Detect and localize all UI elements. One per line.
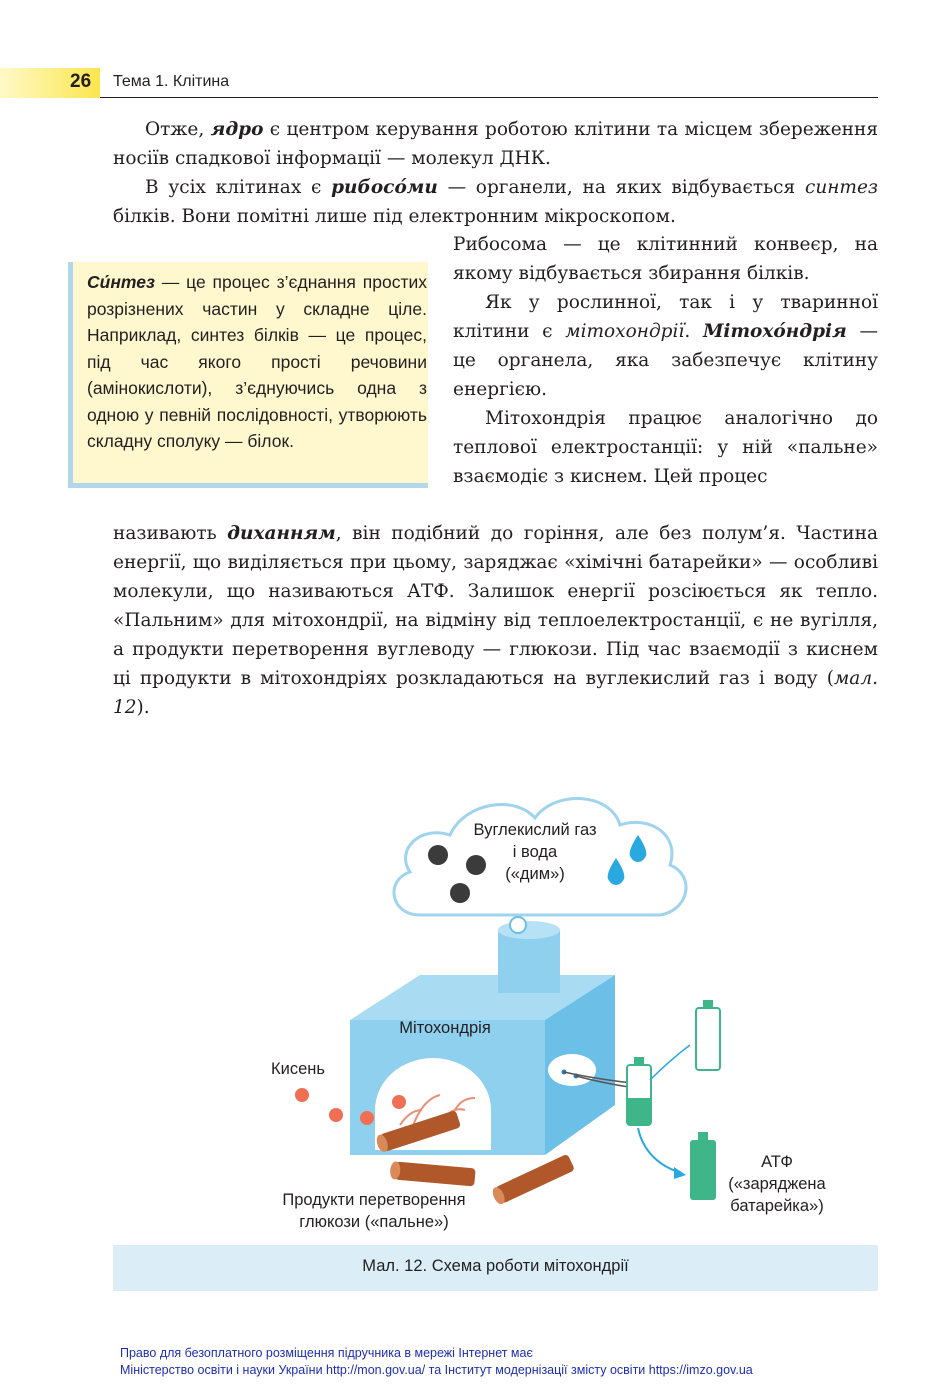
paragraph-ribosomes: В усіх клітинах є рибосо́ми — органели, на яких відбувається синтез білків. Вони помітні лише під електронним мікроскопом. — [113, 177, 878, 227]
label-fuel: Продукти перетворення глюкози («пальне») — [282, 1191, 466, 1231]
label-oxygen: Кисень — [271, 1060, 325, 1078]
footer-line-1: Право для безоплатного розміщення підручника в мережі Інтернет має — [120, 1346, 533, 1360]
header-divider — [100, 97, 878, 98]
oxygen-molecule — [329, 1108, 343, 1122]
footer-notice — [120, 1345, 753, 1379]
paragraph-nucleus: Отже, ядро є центром керування роботою клітини та місцем збереження носіїв спадкової інформації — молекул ДНК. — [113, 119, 878, 169]
paragraph-power-plant: Мітохондрія працює аналогічно до теплової електростанції: у ній «пальне» взаємодіє з киснем. Цей процес — [453, 408, 878, 487]
paragraph-mitochondria: Як у рослинної, так і у тваринної клітини є мітохондрії. Мітохо́ндрія — це органела, яка забезпечує клітину енергією. — [453, 292, 878, 400]
oxygen-molecule — [295, 1088, 309, 1102]
page-number: 26 — [70, 71, 92, 92]
body-text-column — [453, 230, 878, 491]
definition-box — [68, 262, 428, 488]
label-atp: АТФ («заряджена батарейка») — [728, 1153, 826, 1215]
fuel-log — [389, 1161, 475, 1186]
paragraph-ribosome-conveyor: Рибосома — це клітинний конвеєр, на якому відбувається збирання білків. — [453, 234, 878, 284]
running-header-title: Тема 1. Клітина — [113, 73, 230, 90]
body-text-top — [113, 115, 878, 231]
figure-reference: мал. 12 — [113, 668, 878, 718]
footer-line-2: Міністерство освіти і науки України http://mon.gov.ua/ та Інститут модернізації змісту освіти https://imzo.gov.ua — [120, 1363, 753, 1377]
figure-caption-bar — [113, 1245, 878, 1291]
charging-battery-icon — [627, 1057, 651, 1125]
term-ribosomes: рибосо́ми — [331, 177, 438, 198]
body-text-bottom — [113, 519, 878, 722]
term-mitochondrion: Мітохо́ндрія — [702, 321, 847, 342]
battery-flow-arrow — [638, 1128, 678, 1172]
gas-molecule — [450, 883, 470, 903]
label-smoke: Вуглекислий газ і вода («дим») — [473, 821, 597, 883]
term-nucleus: ядро — [210, 119, 264, 140]
paragraph-respiration: називають диханням, він подібний до горіння, але без полум’я. Частина енергії, що виділяється при цьому, заряджає «хімічні батарейки» — особливі молекули, що називаються АТФ. Залишок енергії розсіюється як тепло. «Пальним» для мітохондрії, на відміну від теплоелектростанції, є не вугілля, а продукти перетворення вуглеводу — глюкози. Під час взаємодії з киснем ці продукти в мітохондріях розкладаються на вуглекислий газ і воду (мал. 12). — [113, 523, 878, 718]
definition-text: Си́нтез — це процес з’єднання простих розрізнених частин у складне ціле. Наприклад, синтез білків — це процес, під час якого прості речовини (амінокислоти), з’єднуючись одна з одною у певній послідовності, утворюють складну сполуку — білок. — [87, 272, 427, 451]
side-vent — [548, 1054, 596, 1086]
oxygen-molecule — [360, 1111, 374, 1125]
empty-battery-icon — [696, 1000, 720, 1070]
term-respiration: диханням — [227, 523, 336, 544]
oxygen-molecule — [392, 1095, 406, 1109]
gas-molecule — [428, 845, 448, 865]
definition-term: Си́нтез — [87, 272, 155, 292]
battery-flow-line — [650, 1045, 690, 1080]
figure-caption: Мал. 12. Схема роботи мітохондрії — [362, 1257, 629, 1275]
label-mitochondrion: Мітохондрія — [399, 1019, 491, 1037]
fuel-log — [490, 1154, 575, 1206]
